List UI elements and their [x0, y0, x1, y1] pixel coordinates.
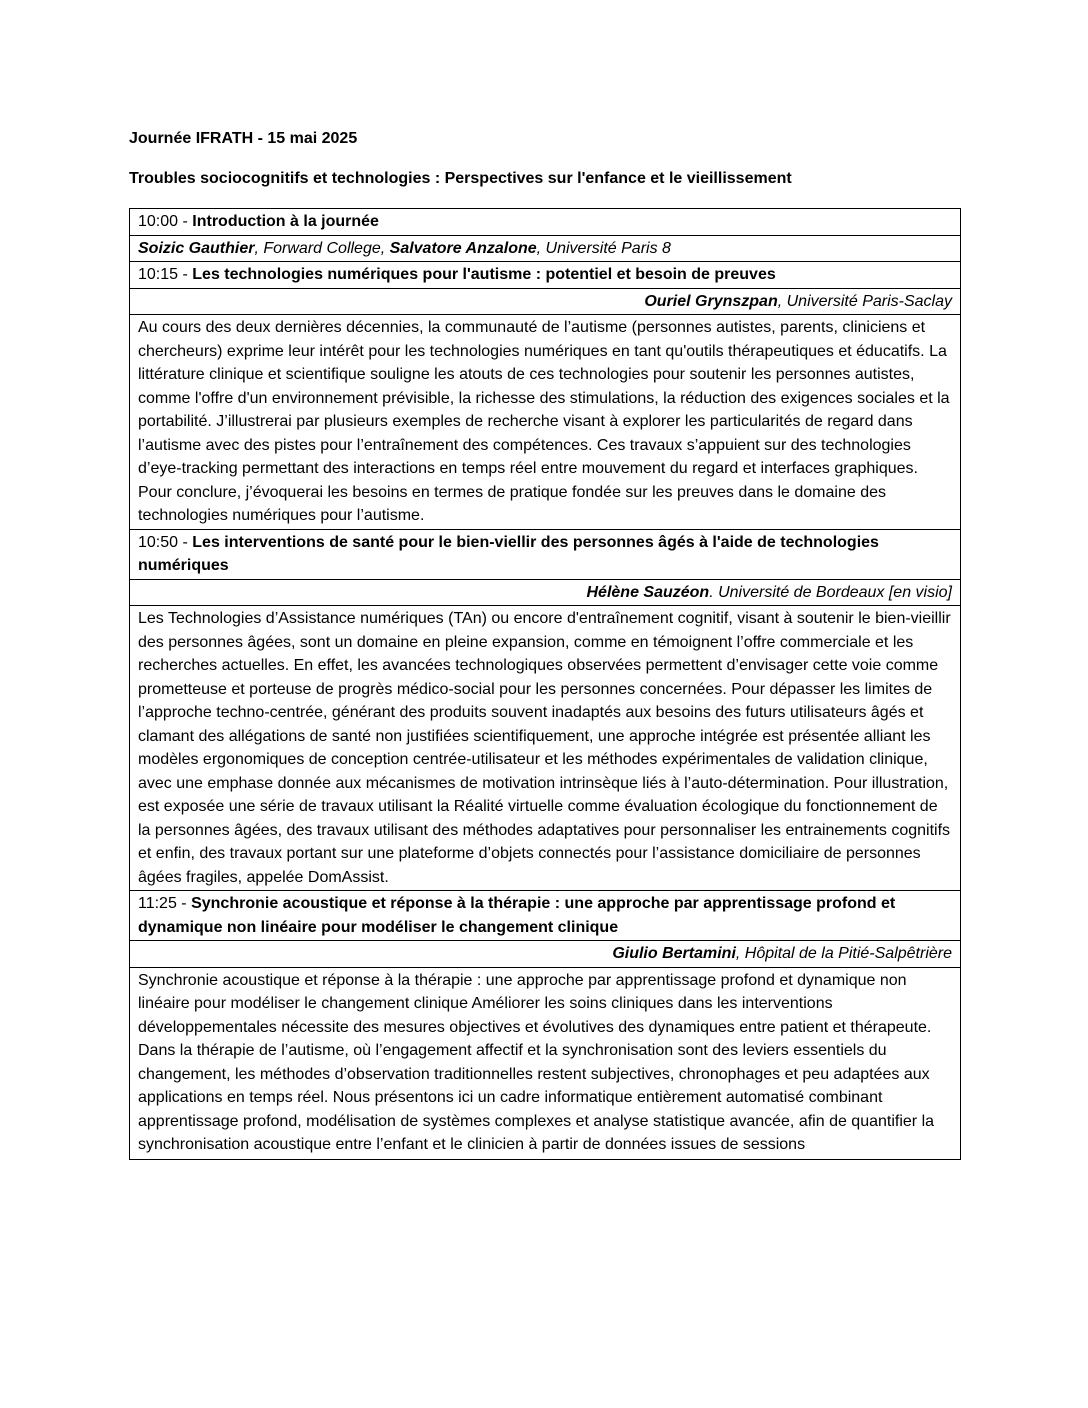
session-speakers-row [130, 941, 961, 968]
document-header [129, 128, 961, 190]
session-title: Les interventions de santé pour le bien-viellir des personnes âgés à l'aide de technologies numériques [138, 533, 879, 574]
speaker-name: Salvatore Anzalone [389, 239, 537, 257]
session-title-row [130, 209, 961, 236]
session-title-row [130, 891, 961, 941]
session-speakers [130, 235, 961, 262]
session-abstract: Au cours des deux dernières décennies, la communauté de l’autisme (personnes autistes, parents, cliniciens et chercheurs) exprime leur intérêt pour les technologies numériques en tant qu'outils thérapeutiques et éducatifs. La littérature clinique et scientifique souligne les atouts de ces technologies pour soutenir les personnes autistes, comme l'offre d'un environnement prévisible, la richesse des stimulations, la réduction des exigences sociales et la portabilité. J’illustrerai par plusieurs exemples de recherche visant à explorer les particularités de regard dans l’autisme avec des pistes pour l’entraînement des compétences. Ces travaux s’appuient sur des technologies d’eye-tracking permettant des interactions en temps réel entre mouvement du regard et interfaces graphiques. Pour conclure, j’évoquerai les besoins en termes de pratique fondée sur les preuves dans le domaine des technologies numériques pour l’autisme. [130, 315, 961, 530]
program-table [129, 208, 961, 1160]
session-speakers [130, 579, 961, 606]
session-abstract: Les Technologies d’Assistance numériques (TAn) ou encore d'entraînement cognitif, visant à soutenir le bien-vieillir des personnes âgées, sont un domaine en pleine expansion, comme en témoignent l’offre commerciale et les recherches actuelles. En effet, les avancées technologiques observées permettent d’envisager cette voie comme prometteuse et porteuse de progrès médico-social pour les personnes concernées. Pour dépasser les limites de l’approche techno-centrée, générant des produits souvent inadaptés aux besoins des futurs utilisateurs âgés et clamant des allégations de santé non justifiées scientifiquement, une approche intégrée est présentée alliant les modèles ergonomiques de conception centrée-utilisateur et les méthodes expérimentales de validation clinique, avec une emphase donnée aux mécanismes de motivation intrinsèque liés à l’auto-détermination. Pour illustration, est exposée une série de travaux utilisant la Réalité virtuelle comme évaluation écologique du fonctionnement de la personnes âgées, des travaux utilisant des méthodes adaptatives pour personnaliser les entrainements cognitifs et enfin, des travaux portant sur une plateforme d’objets connectés pour l’assistance domiciliaire de personnes âgées fragiles, appelée DomAssist. [130, 606, 961, 891]
speaker-affiliation: , Forward College, [254, 239, 390, 257]
session-abstract-row [130, 967, 961, 1159]
session-speakers [130, 288, 961, 315]
session-time: 10:50 [138, 533, 179, 551]
document-title: Journée IFRATH - 15 mai 2025 [129, 130, 358, 147]
session-abstract-row [130, 606, 961, 891]
session-time: 10:15 [138, 266, 179, 283]
speaker-name: Ouriel Grynszpan [644, 292, 778, 310]
speaker-name: Soizic Gauthier [138, 239, 255, 257]
document-subtitle: Troubles sociocognitifs et technologies : Perspectives sur l'enfance et le vieillissement [129, 170, 792, 187]
session-title: Introduction à la journée [192, 213, 379, 230]
speaker-name: Hélène Sauzéon [586, 583, 710, 601]
session-abstract-row [130, 315, 961, 530]
session-speakers-row [130, 579, 961, 606]
session-title-row [130, 529, 961, 579]
session-title-row [130, 262, 961, 289]
speaker-affiliation: , Université Paris-Saclay [777, 292, 952, 310]
session-title: Les technologies numériques pour l'autisme : potentiel et besoin de preuves [192, 266, 776, 283]
speaker-affiliation: , Université Paris 8 [536, 239, 671, 257]
speaker-affiliation: . Université de Bordeaux [en visio] [709, 583, 952, 601]
session-heading: 10:00 - Introduction à la journée [130, 209, 961, 236]
session-title: Synchronie acoustique et réponse à la thérapie : une approche par apprentissage profond et dynamique non linéaire pour modéliser le changement clinique [138, 895, 896, 936]
session-heading: 11:25 - Synchronie acoustique et réponse à la thérapie : une approche par apprentissage profond et dynamique non linéaire pour modéliser le changement clinique [130, 891, 961, 941]
session-heading: 10:15 - Les technologies numériques pour l'autisme : potentiel et besoin de preuves [130, 262, 961, 289]
session-speakers-row [130, 288, 961, 315]
session-speakers [130, 941, 961, 968]
speaker-affiliation: , Hôpital de la Pitié-Salpêtrière [735, 945, 952, 962]
session-speakers-row [130, 235, 961, 262]
session-time: 10:00 [138, 213, 179, 230]
session-abstract: Synchronie acoustique et réponse à la thérapie : une approche par apprentissage profond et dynamique non linéaire pour modéliser le changement clinique Améliorer les soins cliniques dans les interventions développementales nécessite des mesures objectives et évolutives des dynamiques entre patient et thérapeute. Dans la thérapie de l’autisme, où l’engagement affectif et la synchronisation sont des leviers essentiels du changement, les méthodes d’observation traditionnelles restent subjectives, chronophages et peu adaptées aux applications en temps réel. Nous présentons ici un cadre informatique entièrement automatisé combinant apprentissage profond, modélisation de systèmes complexes et analyse statistique avancée, afin de quantifier la synchronisation acoustique entre l’enfant et le clinicien à partir de données issues de sessions [130, 967, 961, 1159]
speaker-name: Giulio Bertamini [612, 945, 736, 962]
session-heading: 10:50 - Les interventions de santé pour le bien-viellir des personnes âgés à l'aide de technologies numériques [130, 529, 961, 579]
session-time: 11:25 [138, 895, 177, 912]
